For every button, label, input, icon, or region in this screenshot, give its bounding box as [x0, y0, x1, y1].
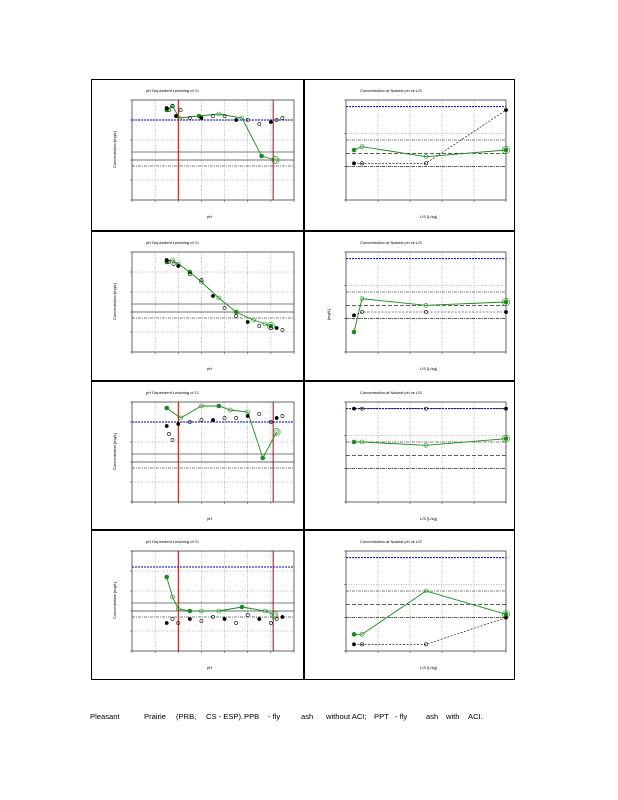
data-point	[352, 643, 355, 646]
chart-title: Concentration at Natural pH vs L/S	[360, 539, 422, 544]
data-point	[165, 424, 168, 427]
plot-frame	[132, 252, 294, 352]
chart-svg	[92, 80, 305, 232]
data-point	[165, 575, 169, 579]
plot-frame	[346, 402, 506, 502]
data-point	[352, 148, 356, 152]
y-axis-label: Concentration [mg/L]	[112, 432, 117, 470]
plot-frame	[346, 252, 506, 352]
x-axis-label: L/S [L/kg]	[420, 665, 437, 670]
caption-word: Pleasant	[90, 712, 120, 721]
caption-word: PPB	[244, 712, 260, 721]
ph-plot-panel-1	[91, 79, 304, 231]
x-axis-label: pH	[207, 366, 213, 371]
data-point	[352, 440, 356, 444]
chart-svg	[92, 382, 305, 531]
data-point	[504, 148, 508, 152]
chart-title: Concentration at Natural pH vs L/S	[360, 240, 422, 245]
y-axis-label: Concentration [mg/L]	[112, 130, 117, 168]
data-point	[234, 310, 238, 314]
data-point	[174, 114, 177, 117]
ls-plot-panel-3	[304, 381, 515, 530]
data-point	[246, 320, 249, 323]
data-point	[281, 615, 284, 618]
data-point	[165, 621, 168, 624]
chart-title: pH Dependent Leaching of Cl	[146, 88, 199, 93]
chart-svg	[305, 80, 516, 232]
data-point	[172, 262, 175, 265]
data-point	[258, 122, 261, 125]
chart-svg	[305, 232, 516, 382]
x-axis-label: L/S [L/kg]	[420, 516, 437, 521]
data-point	[352, 330, 356, 334]
data-point	[352, 162, 355, 165]
data-point	[258, 324, 261, 327]
data-point	[177, 422, 180, 425]
data-point	[246, 414, 249, 417]
data-point	[165, 406, 169, 410]
series-line	[167, 406, 277, 458]
data-point	[504, 437, 508, 441]
data-point	[171, 438, 174, 441]
data-point	[188, 609, 192, 613]
figure-caption	[90, 712, 610, 724]
x-axis-label: pH	[207, 665, 213, 670]
caption-word: CS - ESP).	[206, 712, 244, 721]
plot-frame	[132, 551, 294, 651]
data-point	[275, 416, 278, 419]
x-axis-label: pH	[207, 516, 213, 521]
series-line	[354, 591, 506, 634]
data-point	[504, 108, 507, 111]
data-point	[281, 414, 284, 417]
data-point	[504, 612, 508, 616]
data-point	[188, 617, 191, 620]
chart-svg	[92, 531, 305, 681]
series-line	[354, 312, 506, 315]
y-axis-label: [mg/L]	[326, 308, 331, 320]
caption-word: Prairie	[144, 712, 166, 721]
data-point	[211, 294, 214, 297]
ph-plot-panel-2	[91, 231, 304, 381]
caption-word: ash	[426, 712, 439, 721]
data-point	[269, 120, 272, 123]
ls-plot-panel-4	[304, 530, 515, 680]
chart-svg	[305, 531, 516, 681]
caption-word: PPT	[374, 712, 389, 721]
data-point	[235, 314, 238, 317]
series-line	[167, 260, 271, 326]
data-point	[171, 617, 174, 620]
data-point	[504, 616, 507, 619]
data-point	[217, 404, 221, 408]
series-line	[354, 299, 506, 332]
caption-word: ACI.	[468, 712, 483, 721]
ls-plot-panel-2	[304, 231, 515, 381]
y-axis-label: Concentration [mg/L]	[112, 282, 117, 320]
caption-word: without ACI;	[326, 712, 367, 721]
plot-frame	[346, 100, 506, 200]
caption-word: ash	[301, 712, 314, 721]
chart-svg	[305, 382, 516, 531]
plot-frame	[132, 402, 294, 502]
ls-plot-panel-1	[304, 79, 515, 231]
ph-plot-panel-4	[91, 530, 304, 680]
data-point	[352, 632, 356, 636]
data-point	[260, 154, 264, 158]
chart-title: pH Dependent Leaching of Cl	[146, 539, 199, 544]
caption-word: - fly	[268, 712, 281, 721]
data-point	[211, 418, 214, 421]
data-point	[504, 310, 507, 313]
data-point	[258, 412, 261, 415]
caption-word: (PRB,	[176, 712, 197, 721]
series-line	[354, 110, 506, 163]
plot-frame	[346, 551, 506, 651]
chart-title: pH Dependent Leaching of Cl	[146, 240, 199, 245]
data-point	[281, 116, 284, 119]
data-point	[352, 314, 355, 317]
series-line	[167, 577, 275, 615]
caption-word: - fly	[395, 712, 408, 721]
data-point	[235, 621, 238, 624]
data-point	[179, 108, 182, 111]
x-axis-label: L/S [L/kg]	[420, 366, 437, 371]
data-point	[504, 407, 507, 410]
chart-svg	[92, 232, 305, 382]
chart-title: Concentration at Natural pH vs L/S	[360, 390, 422, 395]
series-line	[354, 618, 506, 645]
data-point	[177, 264, 180, 267]
ph-plot-panel-3	[91, 381, 304, 530]
data-point	[235, 416, 238, 419]
x-axis-label: L/S [L/kg]	[420, 214, 437, 219]
data-point	[258, 617, 261, 620]
data-point	[261, 456, 265, 460]
data-point	[240, 605, 244, 609]
data-point	[223, 617, 226, 620]
chart-title: Concentration at Natural pH vs L/S	[360, 88, 422, 93]
chart-title: pH Dependent Leaching of Cl	[146, 390, 199, 395]
data-point	[504, 300, 508, 304]
x-axis-label: pH	[207, 214, 213, 219]
y-axis-label: Concentration [mg/L]	[112, 581, 117, 619]
data-point	[167, 432, 170, 435]
data-point	[235, 118, 238, 121]
data-point	[200, 116, 203, 119]
data-point	[281, 328, 284, 331]
series-line	[354, 147, 506, 157]
caption-word: with	[446, 712, 460, 721]
data-point	[352, 407, 355, 410]
data-point	[275, 326, 278, 329]
